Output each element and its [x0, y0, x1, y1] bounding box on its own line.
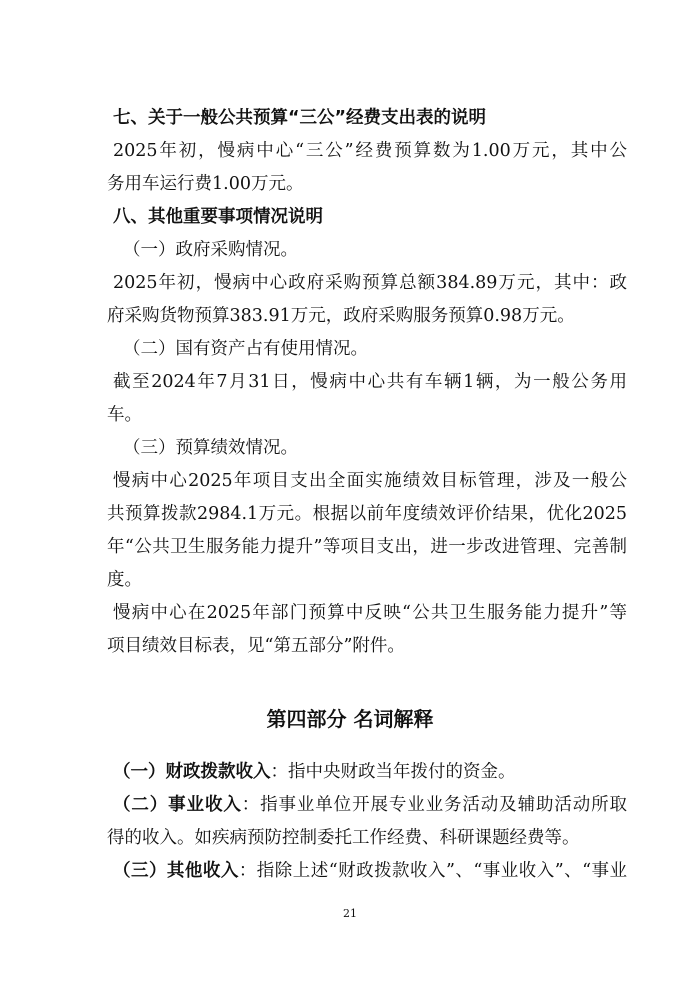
def-2-text: ：指事业单位开展专业业务活动及辅助活动所取 — [241, 795, 627, 815]
part4-title: 第四部分 名词解释 — [266, 707, 434, 731]
def-2 — [113, 793, 627, 817]
sub1-line-2: 府采购货物预算383.91万元，政府采购服务预算0.98万元。 — [107, 306, 575, 326]
sub1-line-1: 2025年初，慢病中心政府采购预算总额384.89万元，其中：政 — [113, 273, 627, 293]
sub3-para2-line-1: 慢病中心在2025年部门预算中反映“公共卫生服务能力提升”等 — [113, 603, 627, 623]
sub3-para2-line-2: 项目绩效目标表，见“第五部分”附件。 — [107, 636, 405, 656]
sub3-para1-line-2: 共预算拨款2984.1万元。根据以前年度绩效评价结果，优化2025 — [107, 504, 627, 524]
sub3-para1-line-3: 年“公共卫生服务能力提升”等项目支出，进一步改进管理、完善制 — [107, 537, 627, 557]
section8-heading: 八、其他重要事项情况说明 — [113, 207, 323, 227]
sub3-title: （三）预算绩效情况。 — [123, 438, 298, 458]
def-1-text: ：指中央财政当年拨付的资金。 — [270, 762, 516, 782]
sub2-line-1: 截至2024年7月31日，慢病中心共有车辆1辆，为一般公务用 — [113, 372, 627, 392]
def-2-label: （二）事业收入 — [113, 795, 242, 815]
def-3-label: （三）其他收入 — [113, 861, 239, 881]
def-3-text: ：指除上述“财政拨款收入”、“事业收入”、“事业 — [238, 861, 627, 881]
sub3-para1-line-4: 度。 — [107, 570, 142, 590]
def-2-cont: 得的收入。如疾病预防控制委托工作经费、科研课题经费等。 — [107, 828, 580, 848]
page-number: 21 — [343, 907, 357, 920]
sub3-para1-line-1: 慢病中心2025年项目支出全面实施绩效目标管理，涉及一般公 — [113, 471, 627, 491]
sub1-title: （一）政府采购情况。 — [123, 240, 298, 260]
section7-line-2: 务用车运行费1.00万元。 — [107, 174, 304, 194]
def-1 — [113, 760, 627, 784]
def-1-label: （一）财政拨款收入 — [113, 762, 271, 782]
def-3 — [113, 859, 627, 883]
sub2-title: （二）国有资产占有使用情况。 — [123, 339, 368, 359]
sub2-line-2: 车。 — [107, 405, 142, 425]
section7-line-1: 2025年初，慢病中心“三公”经费预算数为1.00万元，其中公 — [113, 141, 627, 161]
section7-heading: 七、关于一般公共预算“三公”经费支出表的说明 — [113, 108, 487, 128]
